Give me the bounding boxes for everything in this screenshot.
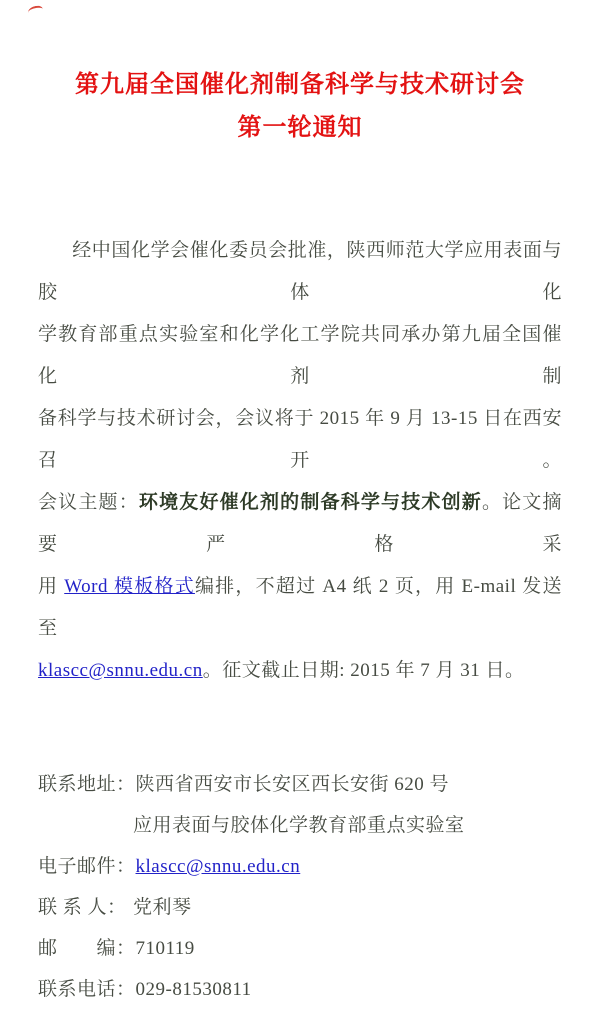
paragraph-line-5-tail: 编排，不超过 A4 纸 2 页，用 E-mail 发送至 xyxy=(38,576,562,639)
title-block xyxy=(0,0,600,150)
main-paragraph xyxy=(38,230,562,692)
contact-email-label: 电子邮件： xyxy=(38,856,136,877)
paragraph-line-4-tail: 。论文摘要严格采 xyxy=(38,492,562,555)
contact-person-value: 党利琴 xyxy=(133,897,192,918)
contact-zip-label: 邮 编： xyxy=(38,938,136,959)
contact-address-label: 联系地址： xyxy=(38,774,136,795)
document-title: 第九届全国催化剂制备科学与技术研讨会 xyxy=(75,72,525,98)
contact-address-row xyxy=(38,764,562,805)
contact-block xyxy=(38,764,562,1010)
paragraph-line-5-head: 用 xyxy=(38,576,65,597)
paragraph-line-1: 经中国化学会催化委员会批准，陕西师范大学应用表面与胶体化 xyxy=(38,240,562,303)
paragraph-line-3: 备科学与技术研讨会，会议将于 2015 年 9 月 13-15 日在西安召开。 xyxy=(38,408,562,471)
contact-phone-row xyxy=(38,969,562,1010)
submission-email-link[interactable]: klascc@snnu.edu.cn xyxy=(38,660,203,681)
contact-person-label: 联 系 人： xyxy=(38,897,127,918)
contact-phone-value: 029-81530811 xyxy=(135,979,252,1000)
contact-person-row xyxy=(38,887,562,928)
document-subtitle: 第一轮通知 xyxy=(237,115,363,141)
contact-email-link[interactable]: klascc@snnu.edu.cn xyxy=(135,856,301,877)
contact-zip-value: 710119 xyxy=(135,938,195,959)
paragraph-line-5 xyxy=(38,566,562,650)
conference-theme-text: 环境友好催化剂的制备科学与技术创新 xyxy=(138,492,482,513)
paragraph-line-4 xyxy=(38,482,562,566)
contact-email-row xyxy=(38,846,562,887)
contact-address-row-2 xyxy=(38,805,562,846)
contact-phone-label: 联系电话： xyxy=(38,979,136,1000)
paragraph-line-6-tail: 。征文截止日期: 2015 年 7 月 31 日。 xyxy=(202,660,525,681)
corner-ink-mark xyxy=(27,5,43,17)
contact-address-value: 陕西省西安市长安区西长安街 620 号 xyxy=(135,774,450,795)
word-template-link[interactable]: Word 模板格式 xyxy=(64,576,195,597)
paragraph-line-2: 学教育部重点实验室和化学化工学院共同承办第九届全国催化剂制 xyxy=(38,324,562,387)
paragraph-line-6 xyxy=(38,650,562,692)
contact-address-line2: 应用表面与胶体化学教育部重点实验室 xyxy=(133,815,465,836)
conference-theme-label: 会议主题： xyxy=(38,492,139,513)
contact-zip-row xyxy=(38,928,562,969)
